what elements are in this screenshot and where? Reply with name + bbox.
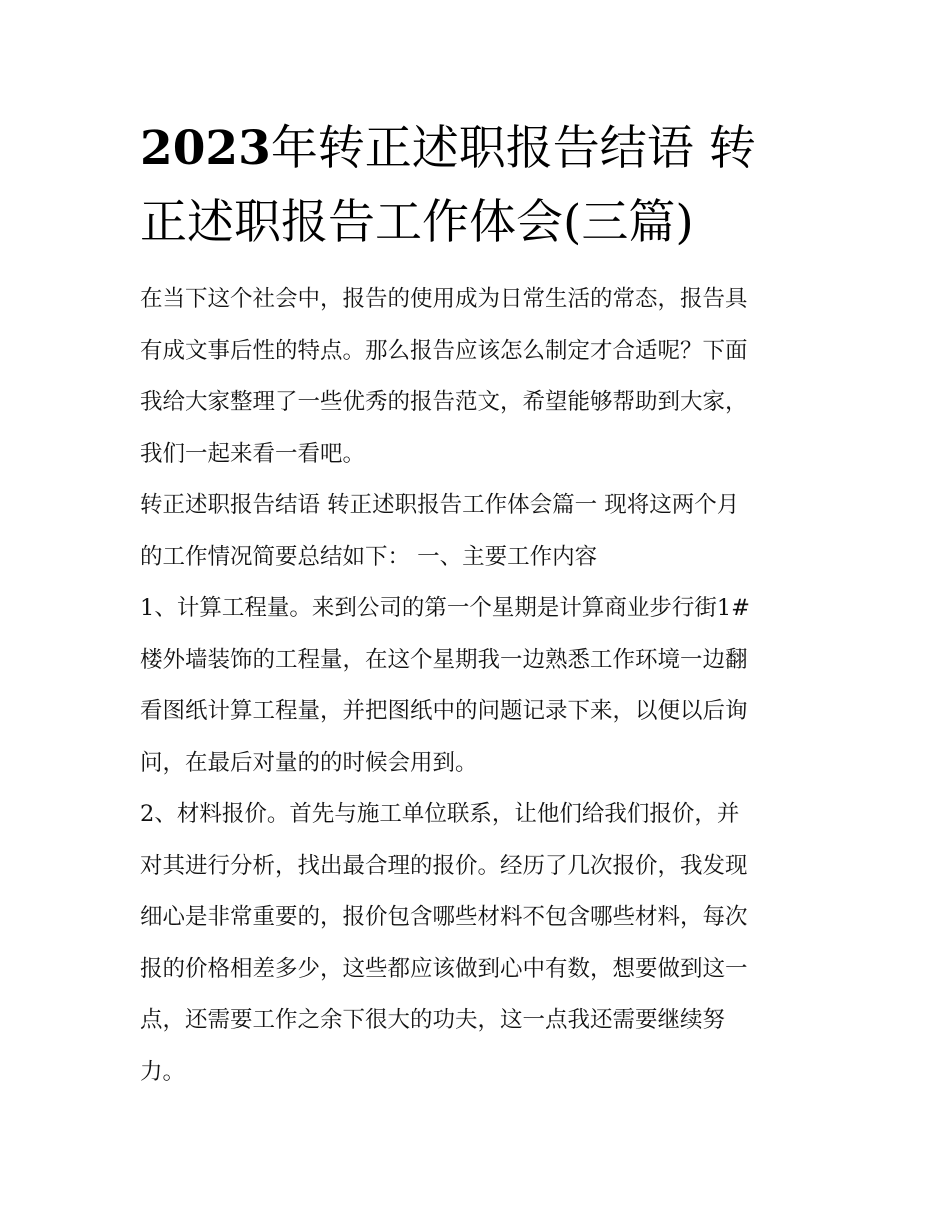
paragraph-item-2 xyxy=(140,789,820,1098)
text-line: 对其进行分析，找出最合理的报价。经历了几次报价，我发现 xyxy=(140,852,748,879)
text-line: 的工作情况简要总结如下： 一、主要工作内容 xyxy=(140,543,598,570)
text-line: 有成文事后性的特点。那么报告应该怎么制定才合适呢？下面 xyxy=(140,337,748,364)
text-line: 问，在最后对量的的时候会用到。 xyxy=(140,749,478,776)
text-line: 我给大家整理了一些优秀的报告范文，希望能够帮助到大家， xyxy=(140,389,748,415)
text-line: 转正述职报告结语 转正述职报告工作体会篇一 现将这两个月 xyxy=(140,492,740,518)
text-line: 细心是非常重要的，报价包含哪些材料不包含哪些材料，每次 xyxy=(140,904,748,930)
paragraph-item-1 xyxy=(140,583,820,789)
text-line: 报的价格相差多少，这些都应该做到心中有数，想要做到这一 xyxy=(140,955,748,982)
title-line-2: 正述职报告工作体会(三篇) xyxy=(140,195,694,250)
text-line: 1、计算工程量。来到公司的第一个星期是计算商业步行街1# xyxy=(140,595,750,621)
title-year: 2023 xyxy=(140,121,271,176)
text-line: 看图纸计算工程量，并把图纸中的问题记录下来，以便以后询 xyxy=(140,698,748,724)
paragraph-intro xyxy=(140,274,820,480)
text-line: 在当下这个社会中，报告的使用成为日常生活的常态，报告具 xyxy=(140,286,748,312)
document-title xyxy=(140,112,820,260)
text-line: 2、材料报价。首先与施工单位联系，让他们给我们报价，并 xyxy=(140,801,740,827)
document-body xyxy=(140,112,820,1098)
paragraph-section-heading xyxy=(140,480,820,583)
text-line: 楼外墙装饰的工程量，在这个星期我一边熟悉工作环境一边翻 xyxy=(140,646,748,673)
title-line-1-text: 年转正述职报告结语 转 xyxy=(270,121,756,176)
text-line: 点，还需要工作之余下很大的功夫，这一点我还需要继续努 xyxy=(140,1007,726,1033)
text-line: 我们一起来看一看吧。 xyxy=(140,440,366,467)
text-line: 力。 xyxy=(140,1058,186,1085)
title-line-1 xyxy=(140,112,820,186)
